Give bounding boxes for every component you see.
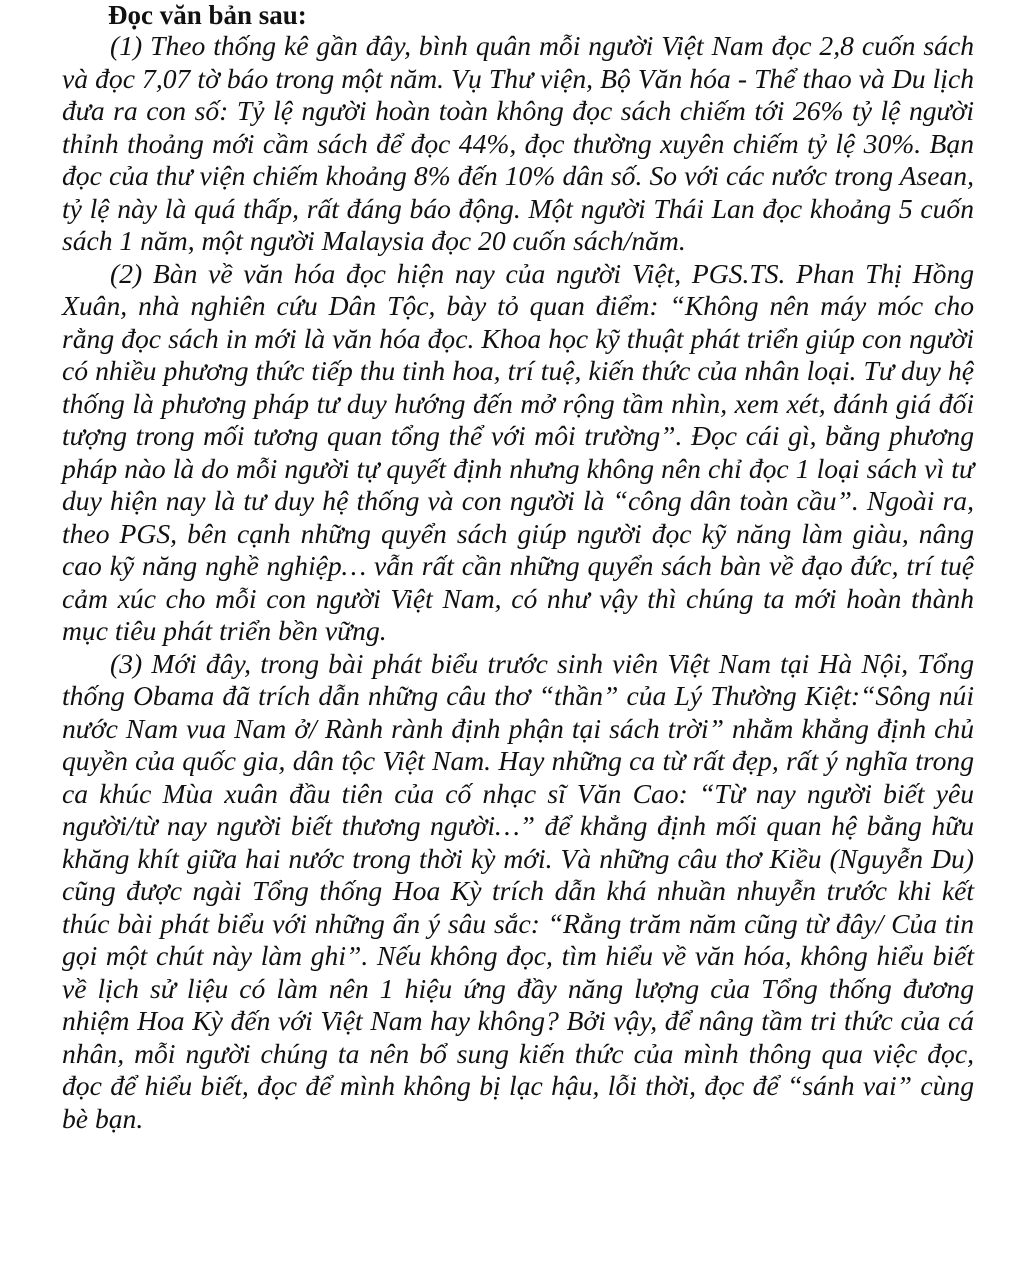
document-page [62,0,974,1135]
bottom-edge [0,1266,1024,1280]
paragraph-1: (1) Theo thống kê gần đây, bình quân mỗi người Việt Nam đọc 2,8 cuốn sách và đọc 7,07 tờ báo trong một năm. Vụ Thư viện, Bộ Văn hóa - Thể thao và Du lịch đưa ra con số: Tỷ lệ người hoàn toàn không đọc sách chiếm tới 26% tỷ lệ người thỉnh thoảng mới cầm sách để đọc 44%, đọc thường xuyên chiếm tỷ lệ 30%. Bạn đọc của thư viện chiếm khoảng 8% đến 10% dân số. So với các nước trong Asean, tỷ lệ này là quá thấp, rất đáng báo động. Một người Thái Lan đọc khoảng 5 cuốn sách 1 năm, một người Malaysia đọc 20 cuốn sách/năm. [62,30,974,256]
paragraph-2: (2) Bàn về văn hóa đọc hiện nay của người Việt, PGS.TS. Phan Thị Hồng Xuân, nhà nghiên cứu Dân Tộc, bày tỏ quan điểm: “Không nên máy móc cho rằng đọc sách in mới là văn hóa đọc. Khoa học kỹ thuật phát triển giúp con người có nhiều phương thức tiếp thu tinh hoa, trí tuệ, kiến thức của nhân loại. Tư duy hệ thống là phương pháp tư duy hướng đến mở rộng tầm nhìn, xem xét, đánh giá đối tượng trong mối tương quan tổng thể với môi trường”. Đọc cái gì, bằng phương pháp nào là do mỗi người tự quyết định nhưng không nên chỉ đọc 1 loại sách vì tư duy hiện nay là tư duy hệ thống và con người là “công dân toàn cầu”. Ngoài ra, theo PGS, bên cạnh những quyển sách giúp người đọc kỹ năng làm giàu, nâng cao kỹ năng nghề nghiệp… vẫn rất cần những quyển sách bàn về đạo đức, trí tuệ cảm xúc cho mỗi con người Việt Nam, có như vậy thì chúng ta mới hoàn thành mục tiêu phát triển bền vững. [62,257,974,646]
paragraph-3: (3) Mới đây, trong bài phát biểu trước sinh viên Việt Nam tại Hà Nội, Tổng thống Obama đã trích dẫn những câu thơ “thần” của Lý Thường Kiệt:“Sông núi nước Nam vua Nam ở/ Rành rành định phận tại sách trời” nhằm khẳng định chủ quyền của quốc gia, dân tộc Việt Nam. Hay những ca từ rất đẹp, rất ý nghĩa trong ca khúc Mùa xuân đầu tiên của cố nhạc sĩ Văn Cao: “Từ nay người biết yêu người/từ nay người biết thương người…” để khẳng định mối quan hệ bằng hữu khăng khít giữa hai nước trong thời kỳ mới. Và những câu thơ Kiều (Nguyễn Du) cũng được ngài Tổng thống Hoa Kỳ trích dẫn khá nhuần nhuyễn trước khi kết thúc bài phát biểu với những ẩn ý sâu sắc: “Rằng trăm năm cũng từ đây/ Của tin gọi một chút này làm ghi”. Nếu không đọc, tìm hiểu về văn hóa, không hiểu biết về lịch sử liệu có làm nên 1 hiệu ứng đầy năng lượng của Tổng thống đương nhiệm Hoa Kỳ đến với Việt Nam hay không? Bởi vậy, để nâng tầm tri thức của cá nhân, mỗi người chúng ta nên bổ sung kiến thức của mình thông qua việc đọc, đọc để hiểu biết, đọc để mình không bị lạc hậu, lỗi thời, đọc để “sánh vai” cùng bè bạn. [62,647,974,1134]
document-heading: Đọc văn bản sau: [108,0,307,30]
